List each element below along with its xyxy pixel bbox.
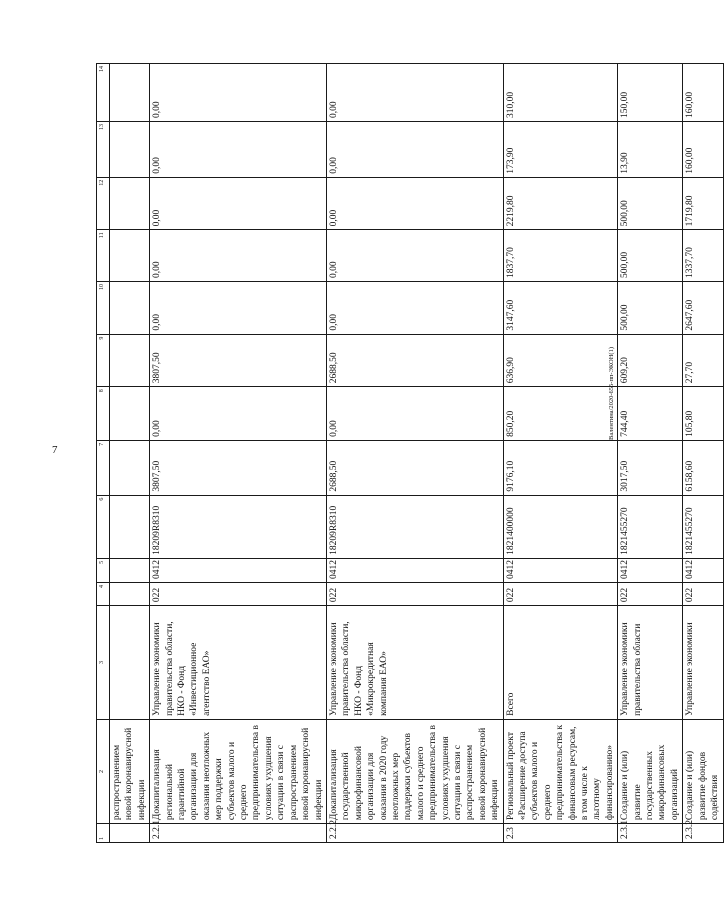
amount-col-13: 0,00: [150, 122, 327, 178]
amount-col-13: 13,90: [618, 122, 683, 178]
measure-name: Создание и (или) развитие государственных микрофинансовых организаций: [618, 719, 683, 823]
amount-col-14: 0,00: [326, 64, 503, 122]
amount-col-14: 0,00: [150, 64, 327, 122]
amount-col-8: 0,00: [326, 387, 503, 441]
table-cell: [110, 558, 150, 582]
continuation-text: распространением новой коронавирусной инфекции: [110, 719, 150, 823]
row-number: 2.3.1: [618, 824, 683, 843]
header-cell: 9: [97, 334, 110, 387]
amount-col-13: 173,90: [503, 122, 618, 178]
amount-col-11: 1337,70: [683, 230, 723, 282]
grbs-code: 022: [618, 583, 683, 606]
grbs-code: 022: [326, 583, 503, 606]
csr-code: 1821400000: [503, 495, 618, 558]
executor: Управление экономики: [683, 606, 723, 720]
amount-col-11: 1837,70: [503, 230, 618, 282]
table-cell: [110, 495, 150, 558]
measure-name: Региональный проект «Расширение доступа субъектов малого и среднего предпринимательства к финансовым ресурсам, в том числе к льготному финансированию»: [503, 719, 618, 823]
grbs-code: 022: [683, 583, 723, 606]
amount-total: 6158,60: [683, 440, 723, 495]
rzpr-code: 0412: [326, 558, 503, 582]
header-cell: 13: [97, 122, 110, 178]
grbs-code: 022: [503, 583, 618, 606]
table-row: [618, 64, 683, 843]
amount-total: 9176,10: [503, 440, 618, 495]
amount-col-11: 500,00: [618, 230, 683, 282]
header-cell: 14: [97, 64, 110, 122]
table-row: [503, 64, 618, 843]
amount-total: 3807,50: [150, 440, 327, 495]
table-cell: [110, 177, 150, 230]
csr-code: 1821455270: [618, 495, 683, 558]
grbs-code: 022: [150, 583, 327, 606]
rzpr-code: 0412: [150, 558, 327, 582]
amount-col-14: 160,00: [683, 64, 723, 122]
amount-col-8: 0,00: [150, 387, 327, 441]
header-cell: 1: [97, 824, 110, 843]
row-number: 2.3: [503, 824, 618, 843]
amount-col-8: 850,20: [503, 387, 618, 441]
amount-col-9: 2688,50: [326, 334, 503, 387]
amount-col-11: 0,00: [150, 230, 327, 282]
header-cell: 3: [97, 606, 110, 720]
rzpr-code: 0412: [618, 558, 683, 582]
amount-col-8: 744,40: [618, 387, 683, 441]
amount-col-12: 2219,80: [503, 177, 618, 230]
header-cell: 12: [97, 177, 110, 230]
table-cell: [110, 281, 150, 334]
page-number: 7: [52, 444, 58, 456]
header-cell: 5: [97, 558, 110, 582]
amount-col-12: 0,00: [150, 177, 327, 230]
table-cell: [110, 334, 150, 387]
header-cell: 4: [97, 583, 110, 606]
amount-col-12: 0,00: [326, 177, 503, 230]
rzpr-code: 0412: [683, 558, 723, 582]
amount-col-9: 3807,50: [150, 334, 327, 387]
table-cell: [110, 583, 150, 606]
amount-col-9: 636,90: [503, 334, 618, 387]
executor: Всего: [503, 606, 618, 720]
table-cell: [110, 64, 150, 122]
row-number: 2.2.1: [150, 824, 327, 843]
amount-total: 3017,50: [618, 440, 683, 495]
table-cell: [110, 440, 150, 495]
csr-code: 1821455270: [683, 495, 723, 558]
table-row: [683, 64, 723, 843]
amount-col-13: 160,00: [683, 122, 723, 178]
table-cell: [110, 824, 150, 843]
header-cell: 6: [97, 495, 110, 558]
header-cell: 10: [97, 281, 110, 334]
row-number: 2.3.2: [683, 824, 723, 843]
table-cell: [110, 387, 150, 441]
table-cell: [110, 230, 150, 282]
amount-col-10: 500,00: [618, 281, 683, 334]
amount-col-10: 0,00: [150, 281, 327, 334]
amount-col-13: 0,00: [326, 122, 503, 178]
measure-name: Создание и (или) развитие фондов содействия: [683, 719, 723, 823]
amount-col-12: 1719,80: [683, 177, 723, 230]
measure-name: Докапитализация региональной гарантийной организации для оказания неотложных мер поддержки субъектов малого и среднего предпринимательства в условиях ухудшения ситуации в связи с распространением новой коронавирусной инфекции: [150, 719, 327, 823]
row-number: 2.2.2: [326, 824, 503, 843]
amount-col-9: 609,20: [618, 334, 683, 387]
amount-col-11: 0,00: [326, 230, 503, 282]
amount-col-14: 310,00: [503, 64, 618, 122]
amount-col-14: 150,00: [618, 64, 683, 122]
amount-total: 2688,50: [326, 440, 503, 495]
table-cell: [110, 122, 150, 178]
budget-table: [96, 63, 724, 843]
executor: Управление экономики правительства области, НКО - Фонд «Микрокредитная компания ЕАО»: [326, 606, 503, 720]
csr-code: 18209R8310: [326, 495, 503, 558]
measure-name: Докапитализация государственной микрофинансовой организации для оказания в 2020 году неотложных мер поддержки субъектов малого и среднего предпринимательства в условиях ухудшения ситуации в связи с распространением новой коронавирусной инфекции: [326, 719, 503, 823]
amount-col-10: 2647,60: [683, 281, 723, 334]
header-cell: 11: [97, 230, 110, 282]
amount-col-12: 500,00: [618, 177, 683, 230]
amount-col-8: 105,80: [683, 387, 723, 441]
executor: Управление экономики правительства области: [618, 606, 683, 720]
table-row: [150, 64, 327, 843]
csr-code: 18209R8310: [150, 495, 327, 558]
executor: Управление экономики правительства области, НКО - Фонд «Инвестиционное агентство ЕАО»: [150, 606, 327, 720]
continuation-row: [110, 64, 150, 843]
header-cell: 8: [97, 387, 110, 441]
amount-col-10: 0,00: [326, 281, 503, 334]
rzpr-code: 0412: [503, 558, 618, 582]
amount-col-9: 27,70: [683, 334, 723, 387]
table-row: [326, 64, 503, 843]
column-number-row: [97, 64, 110, 843]
header-cell: 2: [97, 719, 110, 823]
header-cell: 7: [97, 440, 110, 495]
amount-col-10: 3147,60: [503, 281, 618, 334]
table-cell: [110, 606, 150, 720]
footer-document-code-text: Валентина/2020-655-пп-ЭКОН(1): [608, 346, 615, 440]
